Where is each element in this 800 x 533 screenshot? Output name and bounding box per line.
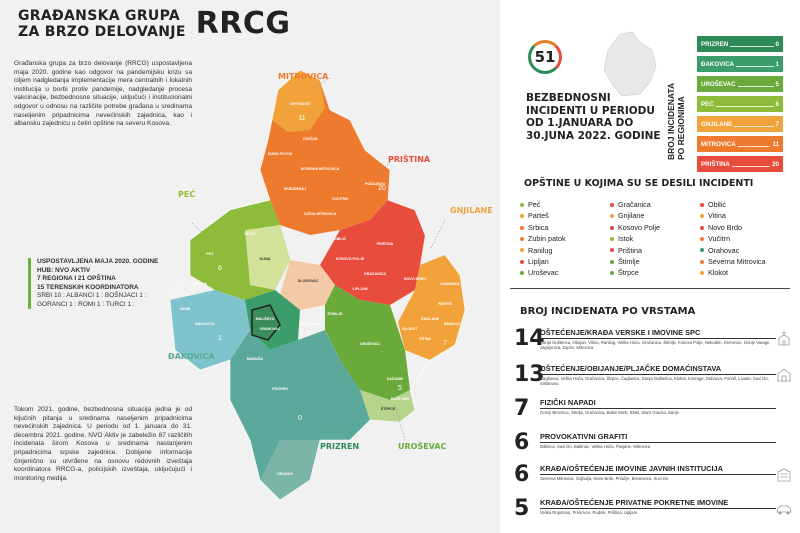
- region-count: 6: [775, 100, 779, 108]
- opstina-item: [700, 199, 790, 210]
- region-dots: [736, 61, 774, 67]
- incident-type-text: [540, 328, 776, 351]
- label-kacanik: KAČANIK: [386, 377, 404, 381]
- label-pristina: PRIŠTINA: [376, 242, 394, 246]
- region-row: [697, 156, 783, 172]
- aktiv-line-5: SRBI 10 : ALBANCI 1 : BOŠNJACI 1 :: [37, 292, 147, 299]
- aktiv-info-box: [28, 258, 178, 309]
- opstina-name: Štimlje: [618, 257, 640, 267]
- incident-type-count: 7: [514, 396, 530, 421]
- page-title: [18, 6, 291, 41]
- label-severna-mitrovica: SEVERNA MITROVICA: [300, 167, 340, 171]
- incident-type-places: Bibinica, Suvi Do, Babinac, Velika Hoča, Pasjane, Mitrovica: [540, 444, 651, 449]
- label-orahovac: ORAHOVAC: [259, 327, 281, 331]
- opstina-item: [700, 210, 790, 221]
- city-pristina: PRIŠTINA: [388, 155, 431, 164]
- region-name: MITROVICA: [701, 140, 736, 148]
- region-row: [697, 116, 783, 132]
- mini-map-icon: [600, 30, 660, 100]
- incident-type-count: 5: [514, 496, 530, 521]
- label-podujevo: PODUJEVO: [365, 182, 385, 186]
- region-count: 1: [775, 60, 779, 68]
- label-urosevac: UROŠEVAC: [359, 342, 381, 346]
- count-mitrovica: 11: [298, 115, 306, 122]
- opstine-title: OPŠTINE U KOJIMA SU SE DESILI INCIDENTI: [524, 178, 754, 189]
- building-icon: [776, 466, 792, 482]
- region-count: 20: [772, 160, 779, 168]
- intro-paragraph: Građanska grupa za brzo delovanje (RRCG) uspostavljena maja 2020. godine kao odgovor na pandemijsku krizu sa ciljem nadgledanja implementacije mera centralnih i lokalnih institucija u borbi protiv pandemije, nadgledanje procesa vakcinacije, bezbednosne situacije, uključući i institucionalni odgovor u odnosu na različite potrebe građana u sredinama naseljenim pripadnicima nevećinskih zajednica, kao i albansku zajednicu u četiri opštine na severu Kosova.: [14, 60, 192, 128]
- vrste-title: BROJ INCIDENATA PO VRSTAMA: [520, 306, 696, 317]
- opstina-name: Uroševac: [528, 268, 559, 278]
- opstine-list: [520, 199, 790, 279]
- opstina-item: [610, 210, 700, 221]
- incident-type-row: [514, 464, 776, 486]
- label-prizren: PRIZREN: [272, 387, 288, 391]
- incident-type-places: Gornji Breznica, Strelja, Gračanica, Babin Most, Ebikl, Staro Gracko, Banje: [540, 410, 679, 415]
- label-suva-reka: SUVA REKA: [299, 322, 321, 326]
- incident-type-count: 6: [514, 430, 530, 455]
- summary-heading: BEZBEDNOSNI INCIDENTI U PERIODU OD 1.JANUARA DO 30.JUNA 2022. GODINE: [526, 92, 661, 142]
- opstina-item: [520, 267, 610, 278]
- region-dots: [734, 121, 773, 127]
- opstina-name: Štrpce: [618, 268, 639, 278]
- incident-type-title: PROVOKATIVNI GRAFITI: [540, 432, 776, 443]
- bullet-dot: [610, 226, 614, 230]
- count-pec: 6: [218, 265, 222, 272]
- city-djakovica: ĐAKOVICA: [168, 352, 215, 361]
- label-zubin-potok: ZUBIN POTOK: [267, 152, 293, 156]
- region-row: [697, 56, 783, 72]
- bullet-dot: [610, 248, 614, 252]
- tokom-paragraph: Tokom 2021. godine, bezbednosna situacija jedna je od ključnih pitanja u sredinama naseljenim pripadnicima nevećinskih zajednica. U periodu od 1. januara do 31. decembra 2021. godine, NVO Aktiv je zabeležio 87 različitih incidenata širom Kosova u sredinama nastanjenim pripadnicima srpske zajednice. Dobijene informacije činjenično su utvrđene na osnovu redovnih izveštaja koordinatora RRCG-a, policijskih izveštaja, uključujući i monitoring medija.: [14, 406, 192, 482]
- opstina-name: Parteš: [528, 211, 549, 221]
- region-count: 7: [775, 120, 779, 128]
- region-count: 0: [775, 40, 779, 48]
- opstine-column: [700, 199, 790, 279]
- opstina-name: Vučitrn: [708, 234, 731, 244]
- count-prizren: 0: [298, 415, 302, 422]
- opstina-item: [700, 267, 790, 278]
- label-elez-han: ELEZ HAN: [391, 397, 409, 401]
- label-lipljan: LIPLJAN: [352, 287, 368, 291]
- bullet-dot: [520, 271, 524, 275]
- map-svg: [160, 60, 490, 530]
- count-urosevac: 5: [398, 385, 402, 392]
- opstina-name: Priština: [618, 245, 642, 255]
- bullet-dot: [520, 214, 524, 218]
- region-dots: [730, 41, 773, 47]
- opstina-name: Ranilug: [528, 245, 553, 255]
- incident-type-title: KRAĐA/OŠTEĆENJE IMOVINE JAVNIH INSTITUCIJA: [540, 464, 776, 475]
- total-incidents-badge: 51: [528, 40, 562, 74]
- region-row: [697, 36, 783, 52]
- incident-type-row: [514, 498, 776, 520]
- city-prizren: PRIZREN: [320, 442, 360, 451]
- region-dots: [738, 141, 771, 147]
- incident-type-title: KRAĐA/OŠTEĆENJE PRIVATNE POKRETNE IMOVINE: [540, 498, 776, 509]
- label-strpce: ŠTRPCE: [380, 407, 396, 411]
- region-count: 5: [775, 80, 779, 88]
- opstina-item: [520, 210, 610, 221]
- label-vucitrn: VUČITRN: [332, 197, 348, 201]
- church-icon: [776, 330, 792, 346]
- label-kamenica: KAMENICA: [440, 282, 460, 286]
- opstina-name: Vitina: [708, 211, 726, 221]
- incident-type-text: [540, 398, 776, 420]
- region-name: UROŠEVAC: [701, 80, 736, 88]
- region-dots: [738, 81, 774, 87]
- aktiv-line-6: GORANCI 1 : ROMI 1 : TURCI 1 :: [37, 300, 135, 308]
- aktiv-line-3: 7 REGIONA I 21 OPŠTINA: [37, 275, 116, 282]
- title-rrcg: RRCG: [195, 6, 291, 41]
- label-ranilug: RANILUG: [443, 322, 461, 326]
- region-row: [697, 76, 783, 92]
- incident-type-count: 13: [514, 362, 545, 387]
- region-count: 11: [772, 140, 779, 148]
- opstina-name: Orahovac: [708, 245, 740, 255]
- label-kosovo-polje: KOSOVO POLJE: [335, 257, 365, 261]
- incident-type-row: [514, 432, 776, 454]
- label-junik: JUNIK: [179, 307, 191, 311]
- opstina-item: [610, 233, 700, 244]
- bullet-dot: [700, 226, 704, 230]
- opstina-item: [700, 245, 790, 256]
- region-name: PRIZREN: [701, 40, 729, 48]
- vertical-label: [652, 80, 692, 160]
- label-glogovac: GLOGOVAC: [297, 279, 319, 283]
- vertical-label-2: PO REGIONIMA: [676, 96, 686, 160]
- region-dots: [732, 161, 770, 167]
- bullet-dot: [610, 260, 614, 264]
- bullet-dot: [610, 203, 614, 207]
- opstina-item: [520, 233, 610, 244]
- incident-type-places: Donja Gušterica, Obojan, Vitina, Ranilug, Velika Hoča, Gračanica, Štimlje, Kosovo Polje, Nekodim, Drenovac, Donje Varage, Jagnjenica, Zupče, Mitrovica: [540, 340, 771, 351]
- label-mamusa: MAMUŠA: [246, 357, 264, 361]
- bullet-dot: [610, 237, 614, 241]
- incident-type-places: Severna Mitrovica, Gojbulja, Novo Brdo, Prilužje, Brestovica, Suvi Do: [540, 476, 669, 481]
- opstina-name: Severna Mitrovica: [708, 257, 766, 267]
- opstina-name: Lipljan: [528, 257, 549, 267]
- label-gnjilane: GNJILANE: [420, 317, 440, 321]
- right-panel: [500, 0, 800, 533]
- aktiv-line-4: 15 TERENSKIH KOORDINATORA: [37, 283, 139, 291]
- opstina-name: Srbica: [528, 222, 549, 232]
- city-pec: PEĆ: [178, 190, 196, 199]
- label-vitina: VITINA: [419, 337, 431, 341]
- label-decani: DEČANI: [193, 282, 207, 286]
- opstina-item: [610, 267, 700, 278]
- region-name: GNJILANE: [701, 120, 733, 128]
- incident-type-places: Velika Ropotovo, Prekovce, Rudnik, Priština, Ugljare: [540, 510, 638, 515]
- opstina-item: [520, 222, 610, 233]
- aktiv-line-2: HUB: NVO AKTIV: [37, 266, 91, 274]
- opstina-name: Gračanica: [618, 200, 651, 209]
- opstina-name: Kosovo Polje: [618, 222, 660, 232]
- opstina-item: [520, 199, 610, 210]
- incident-type-title: FIZIČKI NAPADI: [540, 398, 776, 409]
- car-icon: [776, 500, 792, 516]
- opstina-name: Peć: [528, 200, 541, 209]
- region-name: ĐAKOVICA: [701, 60, 735, 68]
- label-djakovica: ĐAKOVICA: [195, 322, 215, 326]
- vertical-label-1: BROJ INCIDENATA: [666, 82, 676, 160]
- opstina-item: [520, 245, 610, 256]
- incident-type-text: [540, 364, 776, 387]
- opstina-name: Obilić: [708, 200, 726, 209]
- incident-type-count: 14: [514, 326, 545, 351]
- bullet-dot: [520, 226, 524, 230]
- title-line-2: ZA BRZO DELOVANJE: [18, 23, 186, 40]
- label-istok: ISTOK: [244, 232, 256, 236]
- city-mitrovica: MITROVICA: [278, 72, 329, 81]
- opstina-item: [700, 222, 790, 233]
- city-gnjilane: GNJILANE: [450, 206, 493, 215]
- incident-type-places: Čaglavica, Velika Hoča, Gračanica, Štrpce, Čaglavica, Donja Gušterica, Klokot, Kovrage, Dubrava, Ponoš, Livade, Suvi Do, Sinlanovo: [540, 376, 769, 387]
- region-row: [697, 96, 783, 112]
- incident-type-text: [540, 432, 776, 454]
- incident-type-title: OŠTEĆENJE/KRAĐA VERSKE I IMOVINE SPC: [540, 328, 776, 339]
- label-skenderaj: SKENDERAJ: [283, 187, 307, 191]
- label-partes: PARTEŠ: [437, 302, 453, 306]
- bullet-dot: [520, 237, 524, 241]
- bullet-dot: [700, 248, 704, 252]
- label-stimlje: ŠTIMLJE: [327, 312, 343, 316]
- bullet-dot: [700, 214, 704, 218]
- region-count-list: [697, 36, 783, 176]
- count-gnjilane: 7: [443, 340, 447, 347]
- bullet-dot: [700, 237, 704, 241]
- label-pec: PEĆ: [206, 252, 214, 256]
- incident-type-row: [514, 328, 776, 351]
- opstina-item: [610, 256, 700, 267]
- title-line-1: GRAĐANSKA GRUPA: [18, 7, 180, 24]
- count-djakovica: 1: [218, 335, 222, 342]
- label-malisevo: MALIŠEVO: [255, 317, 275, 321]
- incident-type-text: [540, 464, 776, 486]
- house-icon: [776, 366, 792, 382]
- label-gracanica: GRAČANICA: [364, 272, 386, 276]
- label-novo-brdo: NOVO BRDO: [403, 277, 427, 281]
- incident-type-text: [540, 498, 776, 520]
- region-name: PRIŠTINA: [701, 160, 730, 168]
- label-klokot: KLOKOT: [402, 327, 418, 331]
- city-urosevac: UROŠEVAC: [398, 442, 447, 451]
- label-klina: KLINA: [259, 257, 271, 261]
- opstina-name: Istok: [618, 234, 634, 244]
- label-dragas: DRAGAŠ: [277, 472, 293, 476]
- opstina-item: [520, 256, 610, 267]
- opstina-name: Novo Brdo: [708, 222, 742, 232]
- region-row: [697, 136, 783, 152]
- bullet-dot: [610, 271, 614, 275]
- bullet-dot: [700, 203, 704, 207]
- bullet-dot: [610, 214, 614, 218]
- opstine-column: [610, 199, 700, 279]
- incident-type-row: [514, 364, 776, 387]
- bullet-dot: [520, 248, 524, 252]
- bullet-dot: [700, 271, 704, 275]
- divider: [510, 288, 790, 289]
- bullet-dot: [520, 260, 524, 264]
- kosovo-map: [160, 60, 493, 530]
- label-leposavic: LEPOSAVIĆ: [289, 102, 311, 106]
- opstina-name: Gnjilane: [618, 211, 645, 221]
- opstina-item: [700, 233, 790, 244]
- opstina-name: Klokot: [708, 268, 728, 278]
- opstina-item: [610, 222, 700, 233]
- count-pristina: 20: [378, 185, 386, 192]
- incident-type-count: 6: [514, 462, 530, 487]
- bullet-dot: [700, 260, 704, 264]
- opstina-name: Zubin patok: [528, 234, 566, 244]
- opstina-item: [700, 256, 790, 267]
- region-name: PEĆ: [701, 100, 714, 108]
- label-obilic: OBILIĆ: [333, 237, 347, 241]
- incident-type-row: [514, 398, 776, 420]
- incident-type-title: OŠTEĆENJE/OBIJANJE/PLJAČKE DOMAĆINSTAVA: [540, 364, 776, 375]
- label-juzna-mitrovica: JUŽNA MITROVICA: [303, 212, 337, 216]
- opstine-column: [520, 199, 610, 279]
- opstina-item: [610, 245, 700, 256]
- region-dots: [716, 101, 774, 107]
- label-zvecan: ZVEČAN: [302, 137, 318, 141]
- opstina-item: [610, 199, 700, 210]
- bullet-dot: [520, 203, 524, 207]
- aktiv-line-1: USPOSTAVLJENA MAJA 2020. GODINE: [37, 258, 159, 265]
